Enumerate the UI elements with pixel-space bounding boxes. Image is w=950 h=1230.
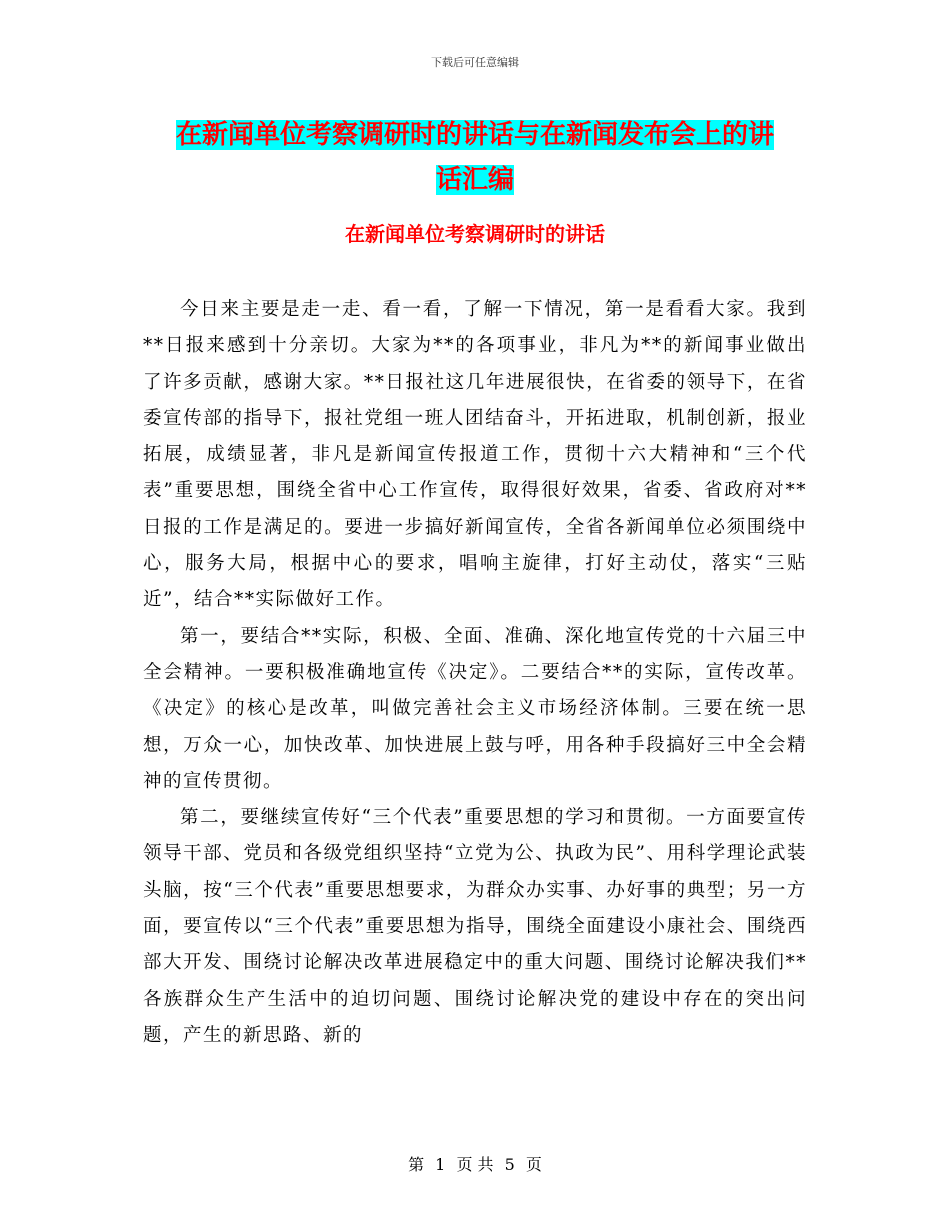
footer-prefix: 第 (408, 1155, 425, 1174)
paragraph-1: 今日来主要是走一走、看一看，了解一下情况，第一是看看大家。我到**日报来感到十分亲切。大家为**的各项事业，非凡为**的新闻事业做出了许多贡献，感谢大家。**日报社这几年进展很快，在省委的领导下，在省委宣传部的指导下，报社党组一班人团结奋斗，开拓进取，机制创新，报业拓展，成绩显著，非凡是新闻宣传报道工作，贯彻十六大精神和“三个代表”重要思想，围绕全省中心工作宣传，取得很好效果，省委、省政府对**日报的工作是满足的。要进一步搞好新闻宣传，全省各新闻单位必须围绕中心，服务大局，根据中心的要求，唱响主旋律，打好主动仗，落实“三贴近”，结合**实际做好工作。 (143, 299, 807, 611)
footer-page-number: 1 (435, 1155, 446, 1174)
section-title: 在新闻单位考察调研时的讲话 (345, 222, 605, 246)
document-title-line-2: 话汇编 (435, 165, 514, 195)
paragraph-3: 第二，要继续宣传好“三个代表”重要思想的学习和贯彻。一方面要宣传领导干部、党员和各级党组织坚持“立党为公、执政为民”、用科学理论武装头脑，按“三个代表”重要思想要求，为群众办实事、办好事的典型；另一方面，要宣传以“三个代表”重要思想为指导，围绕全面建设小康社会、围绕西部大开发、围绕讨论解决改革进展稳定中的重大问题、围绕讨论解决我们**各族群众生产生活中的迫切问题、围绕讨论解决党的建设中存在的突出问题，产生的新思路、新的 (143, 807, 807, 1046)
footer-suffix: 页 (525, 1155, 542, 1174)
footer-middle: 页 共 (456, 1155, 494, 1174)
footer-total-pages: 5 (504, 1155, 515, 1174)
body-text (143, 292, 807, 1054)
header-note: 下载后可任意编辑 (431, 56, 519, 69)
page-footer (0, 1152, 950, 1175)
paragraph-2: 第一，要结合**实际，积极、全面、准确、深化地宣传党的十六届三中全会精神。一要积极准确地宣传《决定》。二要结合**的实际，宣传改革。《决定》的核心是改革，叫做完善社会主义市场经济体制。三要在统一思想，万众一心，加快改革、加快进展上鼓与呼，用各种手段搞好三中全会精神的宣传贯彻。 (143, 625, 807, 792)
document-title-line-1: 在新闻单位考察调研时的讲话与在新闻发布会上的讲 (175, 120, 774, 150)
document-title (140, 113, 810, 203)
